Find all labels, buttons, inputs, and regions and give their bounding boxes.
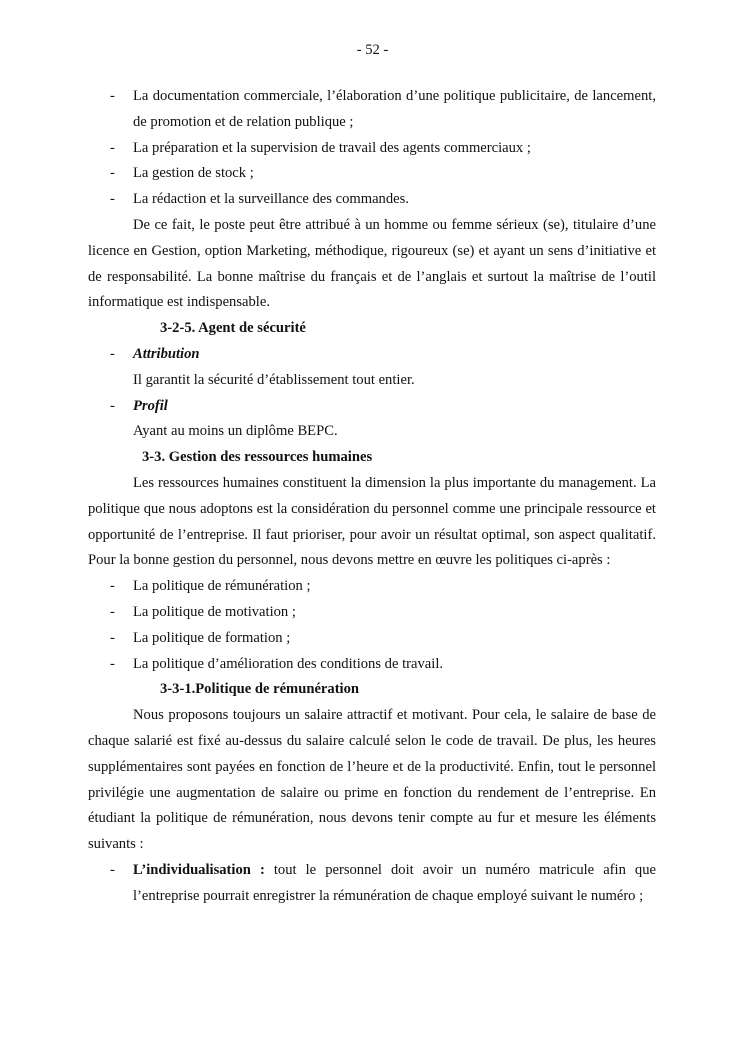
list-item [88,600,656,626]
bullet-dash: - [110,655,115,672]
list-item-text: La politique de motivation ; [133,603,296,620]
bullet-dash: - [110,139,115,156]
attribution-text: Il garantit la sécurité d’établissement tout entier. [133,371,415,388]
individualisation-text: tout le personnel doit avoir un numéro matricule afin que l’entreprise pourrait enregistrer la rémunération de chaque employé suivant le numéro ; [133,861,656,904]
section-heading-3-2-5: 3-2-5. Agent de sécurité [160,320,306,337]
attribution-label: Attribution [133,345,200,362]
section-heading-3-3-1: 3-3-1.Politique de rémunération [160,681,360,698]
list-item-text: La politique de rémunération ; [133,578,311,595]
individualisation-label: L’individualisation : [133,861,265,878]
paragraph-job-profile: De ce fait, le poste peut être attribué à un homme ou femme sérieux (se), titulaire d’une licence en Gestion, option Marketing, méthodique, rigoureux (se) et ayant un sens d’initiative et de responsabilité. La bonne maîtrise du français et de l’anglais et surtout la maîtrise de l’outil informatique est indispensable. [88,216,656,311]
bullet-dash: - [110,629,115,646]
list-item [88,136,656,162]
list-item-text: La rédaction et la surveillance des commandes. [133,191,409,208]
paragraph-hr: Les ressources humaines constituent la dimension la plus importante du management. La politique que nous adoptons est la considération du personnel comme une principale ressource et opportunité de l’entreprise. Il faut prioriser, pour avoir un résultat optimal, son aspect qualitatif. Pour la bonne gestion du personnel, nous devons mettre en œuvre les politiques ci-après : [88,474,656,569]
list-item [88,84,656,136]
list-item [88,161,656,187]
document-body [88,84,656,910]
list-item-text: La politique d’amélioration des conditions de travail. [133,655,444,672]
list-item-text: La préparation et la supervision de travail des agents commerciaux ; [133,139,531,156]
list-item-profil [88,394,656,420]
profil-text: Ayant au moins un diplôme BEPC. [133,423,338,440]
bullet-dash: - [110,397,115,414]
section-heading-3-3: 3-3. Gestion des ressources humaines [142,449,373,466]
list-item-individualisation [88,858,656,910]
list-item-text: La gestion de stock ; [133,165,254,182]
bullet-dash: - [110,578,115,595]
list-item-attribution [88,342,656,368]
bullet-dash: - [110,88,115,104]
bullet-dash: - [110,861,115,878]
page-number: - 52 - [356,42,389,58]
bullet-dash: - [110,603,115,620]
list-item [88,574,656,600]
profil-label: Profil [133,397,168,414]
bullet-dash: - [110,165,115,182]
list-item-text: La politique de formation ; [133,629,291,646]
bullet-dash: - [110,191,115,208]
list-item [88,626,656,652]
list-item [88,652,656,678]
paragraph-remuneration: Nous proposons toujours un salaire attractif et motivant. Pour cela, le salaire de base de chaque salarié est fixé au-dessus du salaire calculé selon le code de travail. De plus, les heures supplémentaires sont payées en fonction de l’heure et de la productivité. Enfin, tout le personnel privilégie une augmentation de salaire ou prime en fonction du rendement de l’entreprise. En étudiant la politique de rémunération, nous devons tenir compte au fur et mesure les éléments suivants : [88,707,656,853]
list-item [88,187,656,213]
bullet-dash: - [110,345,115,362]
list-item-text: La documentation commerciale, l’élaboration d’une politique publicitaire, de lancement, de promotion et de relation publique ; [133,88,656,130]
